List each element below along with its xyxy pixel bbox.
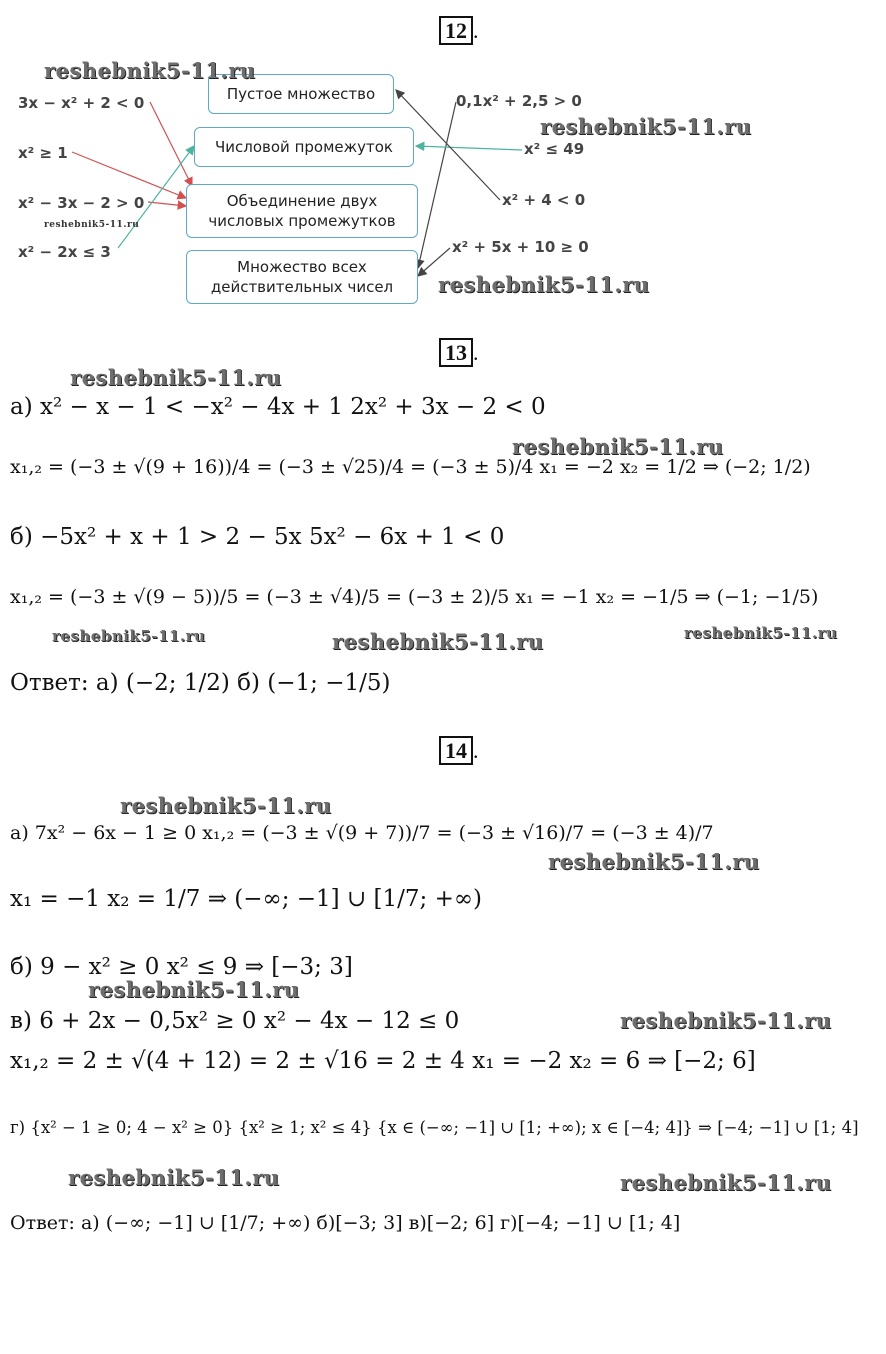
right-ineq-3: x² + 4 < 0 bbox=[502, 191, 586, 209]
task-12-header: 12 . bbox=[439, 18, 479, 44]
task14-answer: Ответ: а) (−∞; −1] ∪ [1/7; +∞) б)[−3; 3] в)[−2; 6] г)[−4; −1] ∪ [1; 4] bbox=[10, 1212, 681, 1234]
arrow-left3 bbox=[148, 202, 186, 206]
arrow-right2 bbox=[416, 146, 522, 150]
right-ineq-4: x² + 5x + 10 ≥ 0 bbox=[452, 238, 589, 256]
watermark: reshebnik5-11.ru bbox=[332, 629, 544, 654]
arrow-left2 bbox=[72, 152, 186, 198]
watermark: reshebnik5-11.ru bbox=[548, 849, 760, 874]
watermark: reshebnik5-11.ru bbox=[512, 434, 724, 459]
task13-line-1: а) x² − x − 1 < −x² − 4x + 1 2x² + 3x − 2 < 0 bbox=[10, 394, 546, 420]
watermark: reshebnik5-11.ru bbox=[438, 272, 650, 297]
box-interval: Числовой промежуток bbox=[194, 127, 414, 167]
task14-line-4: в) 6 + 2x − 0,5x² ≥ 0 x² − 4x − 12 ≤ 0 bbox=[10, 1008, 460, 1034]
left-ineq-4: x² − 2x ≤ 3 bbox=[18, 243, 111, 261]
task-number: 13 bbox=[439, 338, 473, 367]
watermark: reshebnik5-11.ru bbox=[88, 977, 300, 1002]
task14-line-2: x₁ = −1 x₂ = 1/7 ⇒ (−∞; −1] ∪ [1/7; +∞) bbox=[10, 886, 482, 912]
watermark: reshebnik5-11.ru bbox=[68, 1165, 280, 1190]
watermark: reshebnik5-11.ru bbox=[620, 1170, 832, 1195]
right-ineq-2: x² ≤ 49 bbox=[524, 140, 585, 158]
task13-answer: Ответ: а) (−2; 1/2) б) (−1; −1/5) bbox=[10, 670, 391, 696]
watermark: reshebnik5-11.ru bbox=[70, 365, 282, 390]
left-ineq-3: x² − 3x − 2 > 0 bbox=[18, 194, 145, 212]
task14-line-6: г) {x² − 1 ≥ 0; 4 − x² ≥ 0} {x² ≥ 1; x² ≤ 4} {x ∈ (−∞; −1] ∪ [1; +∞); x ∈ [−4; 4]} ⇒ [−4; −1] ∪ [1; 4] bbox=[10, 1118, 859, 1137]
watermark: reshebnik5-11.ru bbox=[52, 627, 206, 645]
watermark: reshebnik5-11.ru bbox=[44, 58, 256, 83]
task14-line-3: б) 9 − x² ≥ 0 x² ≤ 9 ⇒ [−3; 3] bbox=[10, 954, 353, 980]
watermark: reshebnik5-11.ru bbox=[44, 220, 140, 230]
task14-line-1: а) 7x² − 6x − 1 ≥ 0 x₁,₂ = (−3 ± √(9 + 7))/7 = (−3 ± √16)/7 = (−3 ± 4)/7 bbox=[10, 822, 714, 844]
watermark: reshebnik5-11.ru bbox=[620, 1008, 832, 1033]
arrow-right1 bbox=[418, 102, 456, 268]
right-ineq-1: 0,1x² + 2,5 > 0 bbox=[456, 92, 582, 110]
watermark: reshebnik5-11.ru bbox=[540, 114, 752, 139]
box-empty-set: Пустое множество bbox=[208, 74, 394, 114]
task-number: 14 bbox=[439, 736, 473, 765]
task14-line-5: x₁,₂ = 2 ± √(4 + 12) = 2 ± √16 = 2 ± 4 x₁ = −2 x₂ = 6 ⇒ [−2; 6] bbox=[10, 1048, 756, 1074]
watermark: reshebnik5-11.ru bbox=[684, 624, 838, 642]
task-14-header: 14 . bbox=[439, 738, 479, 764]
watermark: reshebnik5-11.ru bbox=[120, 793, 332, 818]
task13-line-4: x₁,₂ = (−3 ± √(9 − 5))/5 = (−3 ± √4)/5 = (−3 ± 2)/5 x₁ = −1 x₂ = −1/5 ⇒ (−1; −1/5) bbox=[10, 586, 819, 608]
box-union: Объединение двух числовых промежутков bbox=[186, 184, 418, 238]
task13-line-3: б) −5x² + x + 1 > 2 − 5x 5x² − 6x + 1 < 0 bbox=[10, 524, 505, 550]
left-ineq-1: 3x − x² + 2 < 0 bbox=[18, 94, 145, 112]
arrow-left1 bbox=[150, 102, 192, 186]
task-13-header: 13 . bbox=[439, 340, 479, 366]
task-number: 12 bbox=[439, 16, 473, 45]
task13-line-2: x₁,₂ = (−3 ± √(9 + 16))/4 = (−3 ± √25)/4 = (−3 ± 5)/4 x₁ = −2 x₂ = 1/2 ⇒ (−2; 1/2) bbox=[10, 456, 811, 478]
left-ineq-2: x² ≥ 1 bbox=[18, 144, 68, 162]
box-all-reals: Множество всех действительных чисел bbox=[186, 250, 418, 304]
